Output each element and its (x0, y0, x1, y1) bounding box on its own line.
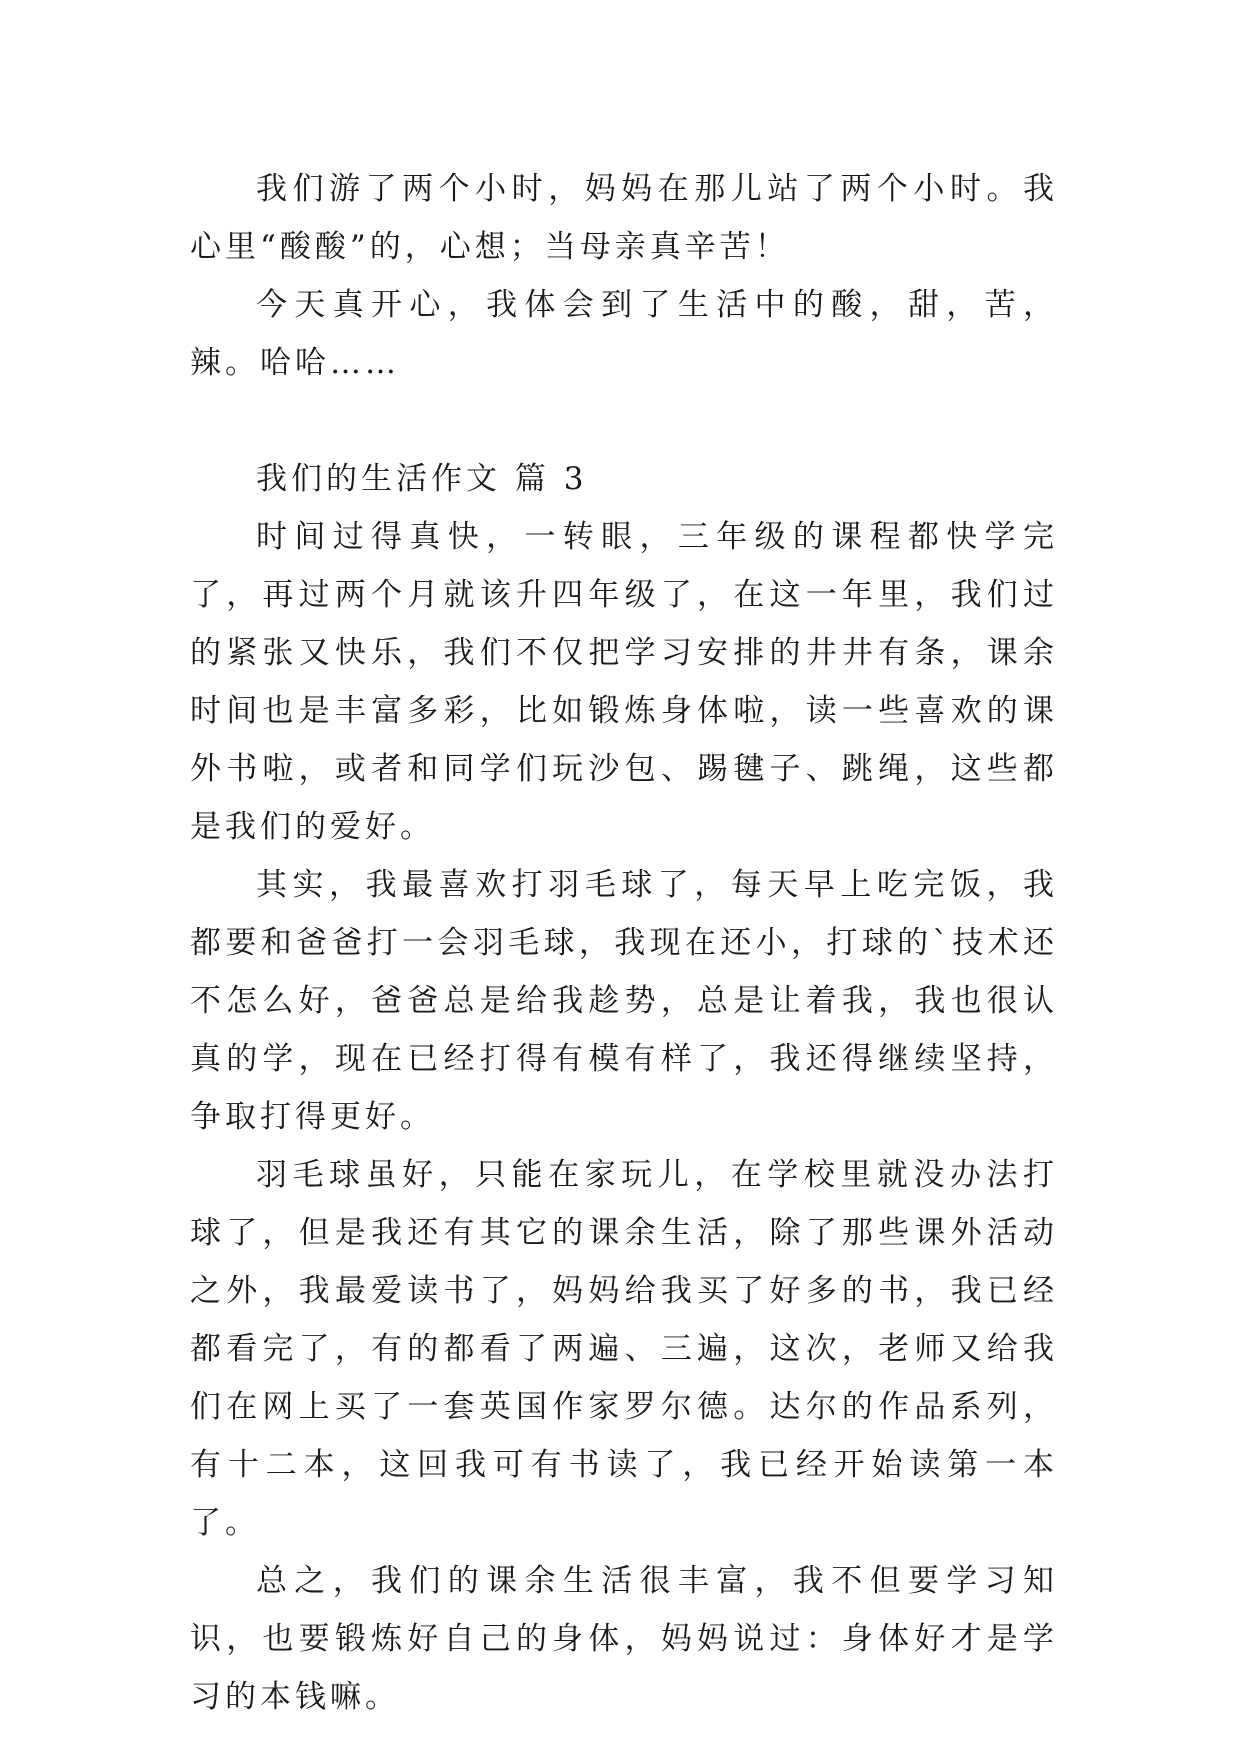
spacer (190, 392, 1058, 450)
paragraph: 总之，我们的课余生活很丰富，我不但要学习知识，也要锻炼好自己的身体，妈妈说过：身体好才是学习的本钱嘛。 (190, 1563, 1058, 1715)
paragraph: 我们游了两个小时，妈妈在那儿站了两个小时。我心里“酸酸”的，心想；当母亲真辛苦！ (190, 171, 1058, 265)
paragraph: 时间过得真快，一转眼，三年级的课程都快学完了，再过两个月就该升四年级了，在这一年里，我们过的紧张又快乐，我们不仅把学习安排的井井有条，课余时间也是丰富多彩，比如锻炼身体啦，读一些喜欢的课外书啦，或者和同学们玩沙包、踢毽子、跳绳，这些都是我们的爱好。 (190, 519, 1058, 845)
paragraph: 其实，我最喜欢打羽毛球了，每天早上吃完饭，我都要和爸爸打一会羽毛球，我现在还小，打球的`技术还不怎么好，爸爸总是给我趁势，总是让着我，我也很认真的学，现在已经打得有模有样了，我还得继续坚持，争取打得更好。 (190, 867, 1058, 1135)
paragraph: 今天真开心，我体会到了生活中的酸，甜，苦，辣。哈哈…… (190, 287, 1058, 381)
document-body (190, 160, 1058, 1726)
section-title: 我们的生活作文 篇 3 (256, 461, 588, 497)
paragraph: 羽毛球虽好，只能在家玩儿，在学校里就没办法打球了，但是我还有其它的课余生活，除了那些课外活动之外，我最爱读书了，妈妈给我买了好多的书，我已经都看完了，有的都看了两遍、三遍，这次，老师又给我们在网上买了一套英国作家罗尔德。达尔的作品系列，有十二本，这回我可有书读了，我已经开始读第一本了。 (190, 1157, 1058, 1541)
